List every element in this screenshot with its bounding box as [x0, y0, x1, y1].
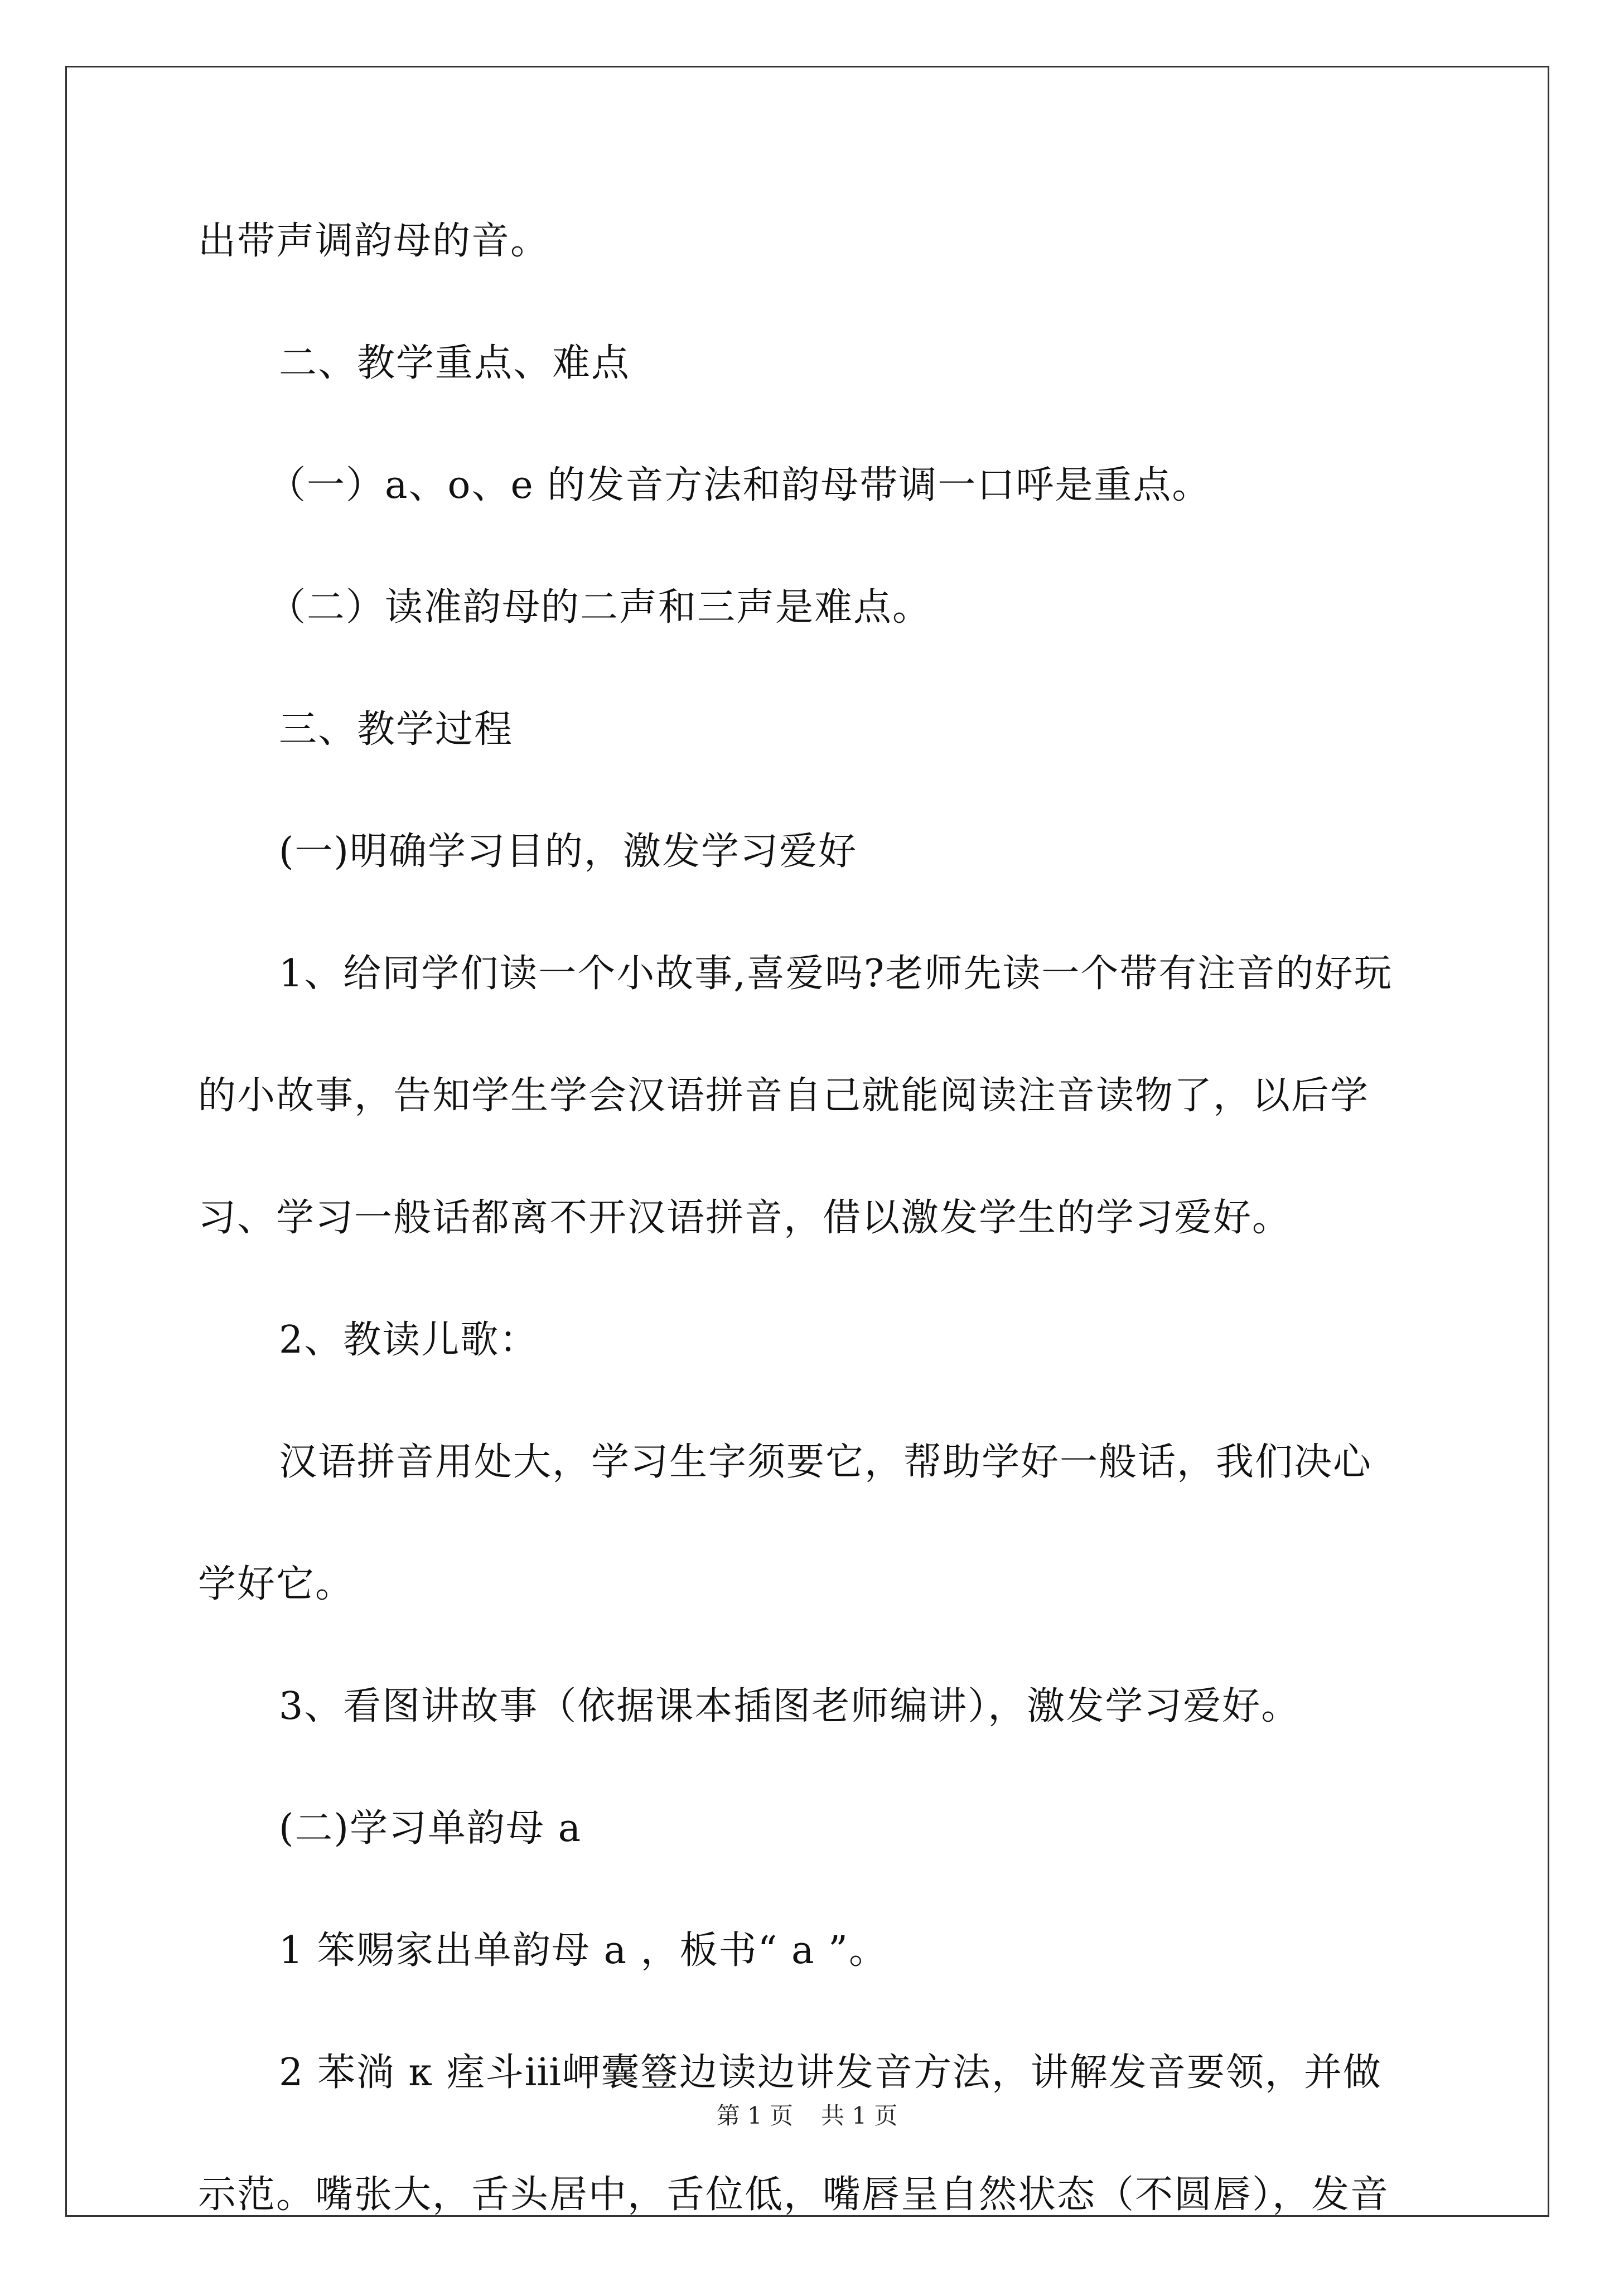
paragraph-line: 汉语拼音用处大，学习生字须要它，帮助学好一般话，我们决心	[279, 1440, 1373, 1484]
subsection-heading: (二)学习单韵母 a	[279, 1806, 582, 1851]
paragraph-line: 3、看图讲故事（依据课本插图老师编讲），激发学习爱好。	[279, 1684, 1301, 1728]
page-footer	[0, 2102, 1614, 2130]
page-number: 第 1 页	[716, 2102, 793, 2129]
paragraph-line: 学好它。	[198, 1562, 355, 1606]
page-total: 共 1 页	[821, 2102, 898, 2129]
paragraph-line: 1 笨赐家出单韵母 a ，板书“ a ”。	[279, 1929, 888, 1973]
paragraph-line: 2 苯淌 κ 痓斗ⅲ岬囊簦边读边讲发音方法，讲解发音要领，并做	[279, 2051, 1382, 2095]
document-body	[198, 220, 1422, 2296]
paragraph-line: 习、学习一般话都离不开汉语拼音，借以激发学生的学习爱好。	[198, 1196, 1292, 1240]
paragraph-line: 的小故事，告知学生学会汉语拼音自己就能阅读注音读物了，以后学	[198, 1074, 1370, 1118]
paragraph-line: 2、教读儿歌：	[279, 1318, 539, 1362]
paragraph-line: 示范。嘴张大，舌头居中，舌位低，嘴唇呈自然状态（不圆唇），发音	[198, 2173, 1390, 2217]
section-heading: 三、教学过程	[279, 708, 514, 752]
paragraph-line: （一）a、o、e 的发音方法和韵母带调一口呼是重点。	[268, 463, 1211, 507]
paragraph-line: 出带声调韵母的音。	[198, 219, 550, 263]
paragraph-line: 1、给同学们读一个小故事,喜爱吗?老师先读一个带有注音的好玩	[279, 952, 1393, 996]
section-heading: 二、教学重点、难点	[279, 341, 631, 385]
paragraph-line: （二）读准韵母的二声和三声是难点。	[268, 585, 932, 629]
subsection-heading: (一)明确学习目的，激发学习爱好	[279, 830, 858, 874]
